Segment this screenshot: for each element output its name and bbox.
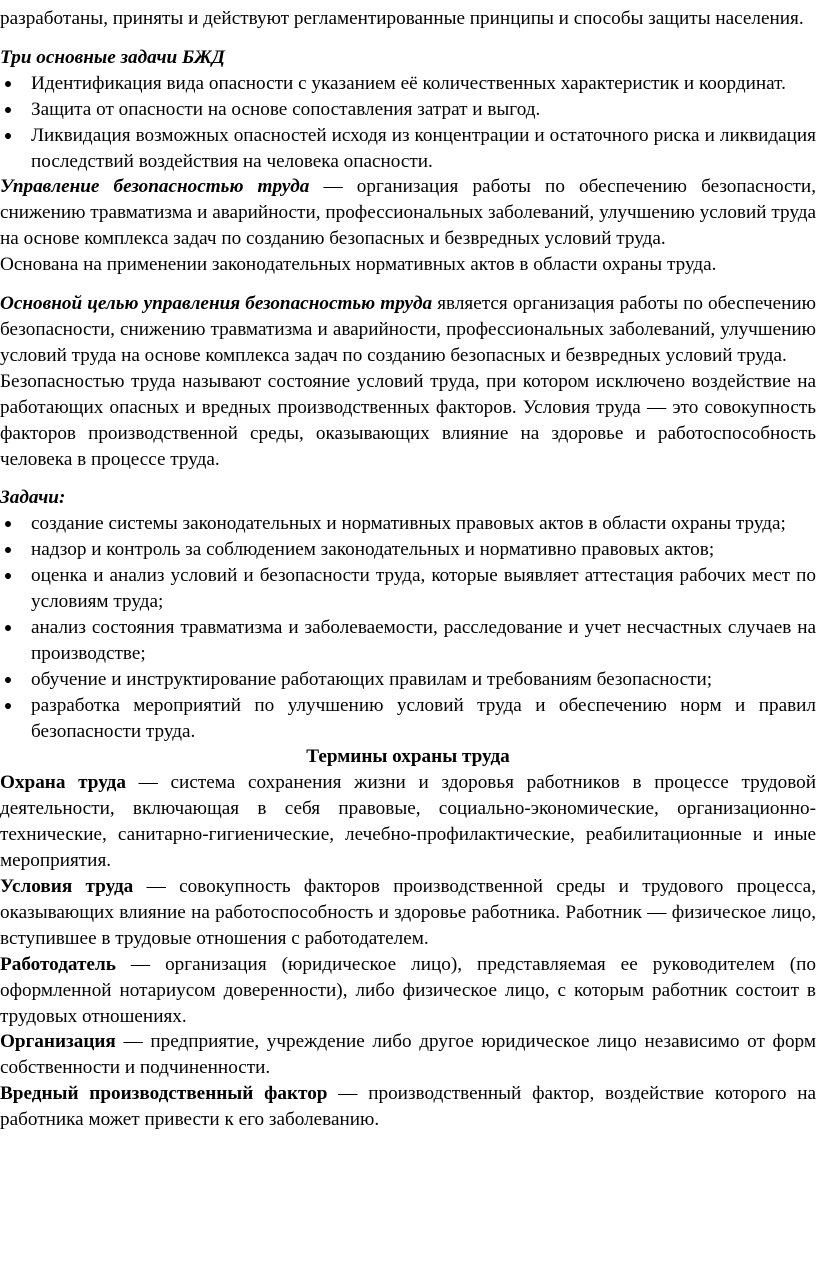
term-paragraph (0, 952, 816, 1030)
goal-text: является организация работы по обеспечению безопасности, снижению травматизма и аварийности, профессиональных заболеваний, улучшению условий труда на основе комплекса задач по созданию безопасных и безвредных условий труда. (0, 293, 816, 366)
management-paragraph (0, 174, 816, 252)
goal-term: Основной целью управления безопасностью труда (0, 293, 433, 315)
list-item: анализ состояния травматизма и заболеваемости, расследование и учет несчастных случаев на производстве; (31, 616, 816, 664)
term-title: Охрана труда (0, 772, 126, 794)
safety-definition-paragraph: Безопасностью труда называют состояние условий труда, при котором исключено воздействие на работающих опасных и вредных производственных факторов. Условия труда — это совокупность факторов производственной среды, оказывающих влияние на здоровье и работоспособность человека в процессе труда. (0, 370, 816, 470)
term-title: Работодатель (0, 953, 116, 975)
term-definition: — предприятие, учреждение либо другое юридическое лицо независимо от форм собственности и подчиненности. (0, 1031, 816, 1079)
tasks-list (0, 511, 816, 744)
term-definition: — производственный фактор, воздействие которого на работника может привести к его заболеванию. (0, 1083, 816, 1131)
bzd-tasks-list (0, 71, 816, 175)
intro-paragraph: разработаны, приняты и действуют регламентированные принципы и способы защиты населения. (0, 8, 804, 29)
list-item: Защита от опасности на основе сопоставления затрат и выгод. (31, 98, 541, 120)
term-definition: — совокупность факторов производственной среды и трудового процесса, оказывающих влияние на работоспособность и здоровье работника. Работник — физическое лицо, вступившее в трудовые отношения с работодателем. (0, 876, 816, 949)
list-item: Идентификация вида опасности с указанием её количественных характеристик и координат. (31, 72, 786, 94)
list-item: Ликвидация возможных опасностей исходя из концентрации и остаточного риска и ликвидация последствий воздействия на человека опасности. (31, 124, 816, 172)
tasks-heading: Задачи: (0, 487, 66, 509)
list-item: надзор и контроль за соблюдением законодательных и нормативно правовых актов; (31, 539, 715, 561)
goal-paragraph (0, 291, 816, 369)
terms-heading: Термины охраны труда (306, 746, 510, 768)
list-item: оценка и анализ условий и безопасности труда, которые выявляет аттестация рабочих мест по условиям труда; (31, 565, 816, 613)
term-definition: — организация (юридическое лицо), представляемая ее руководителем (по оформленной нотариусом доверенности), либо физическое лицо, с которым работник состоит в трудовых отношениях. (0, 953, 816, 1027)
bzd-tasks-heading: Три основные задачи БЖД (0, 46, 225, 68)
term-paragraph (0, 874, 816, 952)
list-item: создание системы законодательных и нормативных правовых актов в области охраны труда; (31, 513, 786, 535)
term-title: Условия труда (0, 876, 134, 897)
management-definition: — организация работы по обеспечению безопасности, снижению травматизма и аварийности, профессиональных заболеваний, улучшению условий труда на основе комплекса задач по созданию безопасных и безвредных условий труда. (0, 176, 816, 250)
management-basis: Основана на применении законодательных нормативных актов в области охраны труда. (0, 254, 717, 276)
term-paragraph (0, 1081, 816, 1133)
term-title: Вредный производственный фактор (0, 1083, 328, 1105)
term-paragraph (0, 1029, 816, 1081)
list-item: обучение и инструктирование работающих правилам и требованиям безопасности; (31, 668, 713, 690)
term-title: Организация (0, 1031, 116, 1053)
term-definition: — система сохранения жизни и здоровья работников в процессе трудовой деятельности, включающая в себя правовые, социально-экономические, организационно-технические, санитарно-гигиенические, лечебно-профилактические, реабилитационные и иные мероприятия. (0, 772, 816, 872)
management-term: Управление безопасностью труда (0, 176, 310, 198)
list-item: разработка мероприятий по улучшению условий труда и обеспечению норм и правил безопасности труда. (31, 694, 816, 742)
term-paragraph (0, 770, 816, 874)
